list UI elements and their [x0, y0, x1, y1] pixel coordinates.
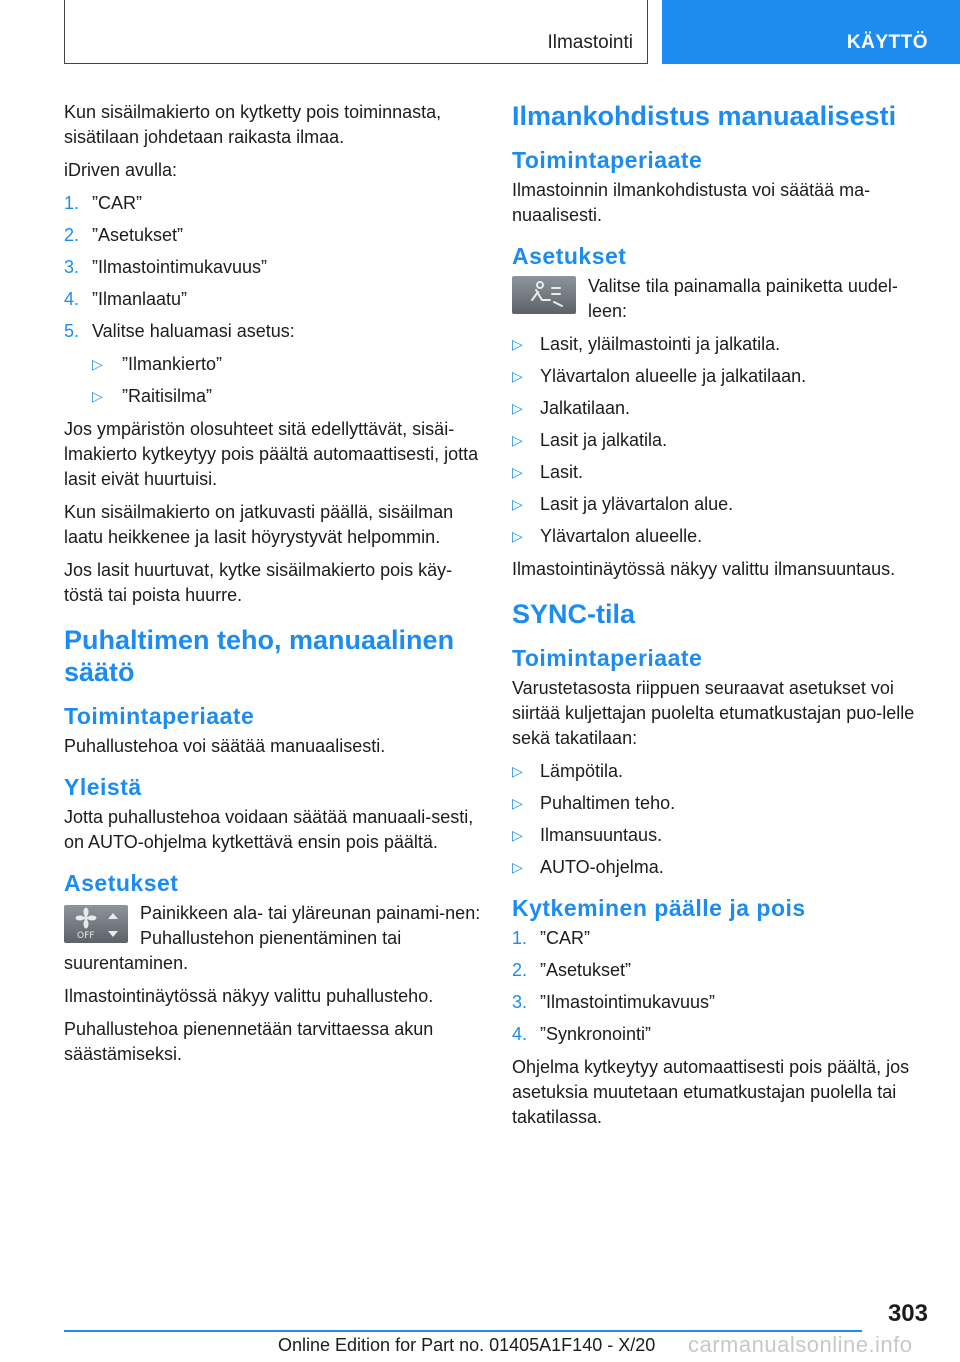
list-item	[512, 823, 932, 848]
list-item	[64, 191, 484, 216]
list-text: ”Asetukset”	[92, 225, 184, 245]
list-item	[512, 926, 932, 951]
subsection-heading: Toimintaperiaate	[512, 645, 703, 671]
list-item	[512, 958, 932, 983]
list-text: Ylävartalon alueelle ja jalkatilaan.	[540, 366, 807, 386]
paragraph: Puhallustehoa voi säätää manuaalisesti.	[64, 736, 386, 756]
list-text: Ilmansuuntaus.	[540, 825, 663, 845]
subsection-heading: Asetukset	[64, 870, 179, 896]
list-text: ”Ilmastointimukavuus”	[92, 257, 268, 277]
list-number: 1.	[64, 193, 80, 213]
list-item	[512, 396, 932, 421]
paragraph: Puhallustehoa pienennetään tarvittaessa akun säästämiseksi.	[64, 1019, 434, 1064]
paragraph: Ilmastointinäytössä näkyy valittu puhallusteho.	[64, 986, 434, 1006]
list-text: Valitse haluamasi asetus:	[92, 321, 295, 341]
list-text: ”Synkronointi”	[540, 1024, 652, 1044]
paragraph: Valitse tila painamalla painiketta uudel-leen:	[588, 276, 898, 321]
subsection-heading: Kytkeminen päälle ja pois	[512, 895, 806, 921]
triangle-bullet-icon: ▷	[512, 464, 523, 480]
header-box	[64, 0, 648, 64]
subsection-heading: Toimintaperiaate	[64, 703, 255, 729]
section-heading: Puhaltimen teho, manuaalinen säätö	[64, 625, 455, 687]
list-item	[512, 855, 932, 880]
list-number: 2.	[512, 960, 528, 980]
subsection-heading: Yleistä	[64, 774, 142, 800]
right-column	[512, 100, 932, 1138]
list-item	[512, 759, 932, 784]
subsection-heading: Asetukset	[512, 243, 627, 269]
watermark-text: carmanualsonline.info	[688, 1332, 913, 1357]
list-text: Lämpötila.	[540, 761, 624, 781]
paragraph: Kun sisäilmakierto on kytketty pois toiminnasta, sisätilaan johdetaan raikasta ilmaa.	[64, 102, 442, 147]
list-item	[512, 332, 932, 357]
subsection-heading: Toimintaperiaate	[512, 147, 703, 173]
list-item	[512, 460, 932, 485]
list-text: ”CAR”	[92, 193, 142, 213]
list-item	[512, 428, 932, 453]
list-item	[512, 990, 932, 1015]
list-text: AUTO-ohjelma.	[540, 857, 664, 877]
list-text: Jalkatilaan.	[540, 398, 631, 418]
paragraph: Ohjelma kytkeytyy automaattisesti pois päältä, jos asetuksia muutetaan etumatkustajan puolella tai takatilassa.	[512, 1057, 910, 1127]
numbered-list	[64, 191, 484, 344]
list-item	[64, 352, 484, 377]
paragraph: Painikkeen ala- tai yläreunan painami-nen: Puhallustehon pienentäminen tai suurentaminen.	[64, 903, 481, 973]
list-text: ”Raitisilma”	[122, 386, 212, 406]
list-number: 5.	[64, 321, 80, 341]
list-item	[64, 319, 484, 344]
paragraph: Jos lasit huurtuvat, kytke sisäilmakierto pois käy-töstä tai poista huurre.	[64, 560, 453, 605]
list-number: 1.	[512, 928, 528, 948]
triangle-bullet-icon: ▷	[512, 336, 523, 352]
paragraph: Jotta puhallustehoa voidaan säätää manuaali-sesti, on AUTO-ohjelma kytkettävä ensin pois päältä.	[64, 807, 474, 852]
list-text: Puhaltimen teho.	[540, 793, 676, 813]
bullet-list	[512, 759, 932, 880]
list-text: ”Asetukset”	[540, 960, 632, 980]
paragraph: Jos ympäristön olosuhteet sitä edellyttävät, sisäi-lmakierto kytkeytyy pois päältä automaattisesti, jotta lasit eivät huurtuisi.	[64, 419, 479, 489]
paragraph: Kun sisäilmakierto on jatkuvasti päällä, sisäilman laatu heikkenee ja lasit höyrystyvät helpommin.	[64, 502, 454, 547]
fan-setting-row	[64, 901, 484, 976]
fan-button-icon	[64, 905, 128, 943]
list-text: ”CAR”	[540, 928, 590, 948]
header-title: Ilmastointi	[547, 32, 633, 53]
triangle-bullet-icon: ▷	[512, 400, 523, 416]
paragraph: iDriven avulla:	[64, 160, 178, 180]
triangle-bullet-icon: ▷	[512, 827, 523, 843]
air-distribution-button-icon	[512, 276, 576, 314]
list-text: Lasit.	[540, 462, 584, 482]
list-item	[64, 287, 484, 312]
list-text: Lasit ja jalkatila.	[540, 430, 668, 450]
paragraph: Ilmastoinnin ilmankohdistusta voi säätää ma-nuaalisesti.	[512, 180, 871, 225]
list-number: 4.	[64, 289, 80, 309]
section-tab-label: KÄYTTÖ	[846, 32, 928, 53]
list-item	[64, 255, 484, 280]
list-item	[64, 223, 484, 248]
paragraph: Varustetasosta riippuen seuraavat asetukset voi siirtää kuljettajan puolelta etumatkustajan puo-lelle sekä takatilaan:	[512, 678, 915, 748]
triangle-bullet-icon: ▷	[512, 528, 523, 544]
list-item	[64, 384, 484, 409]
left-column	[64, 100, 484, 1075]
triangle-bullet-icon: ▷	[512, 795, 523, 811]
fan-button-off-label: OFF	[77, 931, 95, 941]
list-number: 4.	[512, 1024, 528, 1044]
section-heading: SYNC-tila	[512, 599, 636, 629]
list-text: Ylävartalon alueelle.	[540, 526, 703, 546]
triangle-bullet-icon: ▷	[512, 763, 523, 779]
triangle-bullet-icon: ▷	[512, 368, 523, 384]
page-number: 303	[887, 1300, 928, 1327]
list-item	[512, 1022, 932, 1047]
list-text: ”Ilmankierto”	[122, 354, 223, 374]
section-heading: Ilmankohdistus manuaalisesti	[512, 101, 897, 131]
triangle-bullet-icon: ▷	[512, 859, 523, 875]
numbered-list	[512, 926, 932, 1047]
triangle-bullet-icon: ▷	[92, 356, 103, 372]
list-text: Lasit, yläilmastointi ja jalkatila.	[540, 334, 781, 354]
list-item	[512, 791, 932, 816]
triangle-bullet-icon: ▷	[92, 388, 103, 404]
triangle-bullet-icon: ▷	[512, 496, 523, 512]
footer-edition: Online Edition for Part no. 01405A1F140 - X/20	[278, 1335, 656, 1355]
section-tab[interactable]	[662, 0, 960, 64]
list-text: ”Ilmastointimukavuus”	[540, 992, 716, 1012]
list-number: 2.	[64, 225, 80, 245]
list-number: 3.	[512, 992, 528, 1012]
list-text: Lasit ja ylävartalon alue.	[540, 494, 734, 514]
paragraph: Ilmastointinäytössä näkyy valittu ilmansuuntaus.	[512, 559, 896, 579]
bullet-list	[64, 352, 484, 409]
bullet-list	[512, 332, 932, 549]
list-item	[512, 364, 932, 389]
list-number: 3.	[64, 257, 80, 277]
list-text: ”Ilmanlaatu”	[92, 289, 188, 309]
list-item	[512, 524, 932, 549]
air-direction-setting-row	[512, 274, 932, 324]
triangle-bullet-icon: ▷	[512, 432, 523, 448]
list-item	[512, 492, 932, 517]
